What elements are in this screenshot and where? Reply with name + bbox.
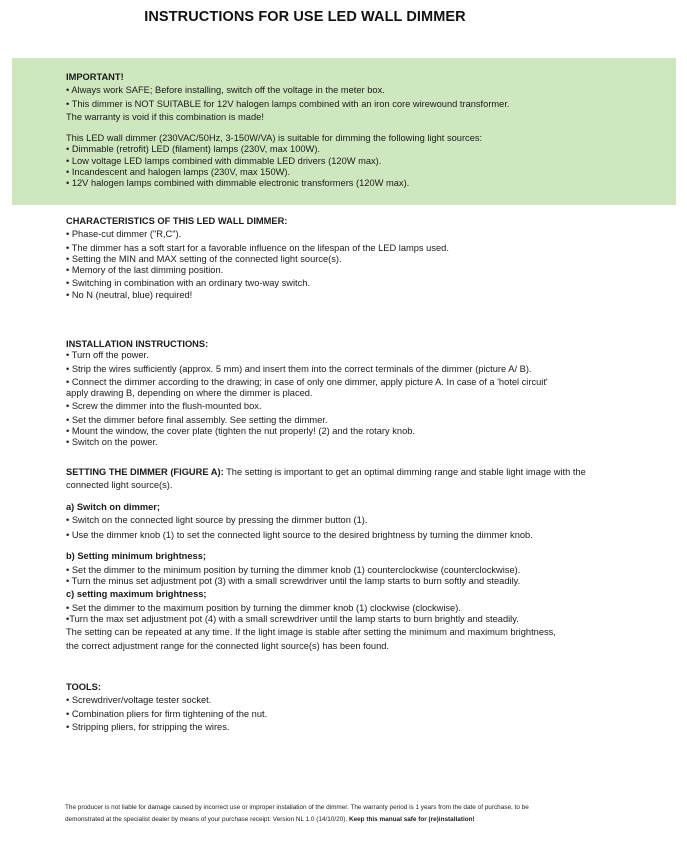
suitable-intro: This LED wall dimmer (230VAC/50Hz, 3-150W/VA) is suitable for dimming the following light sources: xyxy=(66,133,483,144)
characteristics-item: • Phase-cut dimmer ("R,C"). xyxy=(66,229,182,240)
suitable-item: • Dimmable (retrofit) LED (filament) lamps (230V, max 100W). xyxy=(66,144,320,155)
setting-heading: SETTING THE DIMMER (FIGURE A): xyxy=(66,467,224,477)
characteristics-item: • Memory of the last dimming position. xyxy=(66,265,224,276)
installation-item: • Set the dimmer before final assembly. See setting the dimmer. xyxy=(66,414,328,425)
switch-on-item: • Switch on the connected light source by pressing the dimmer button (1). xyxy=(66,514,368,525)
characteristics-section xyxy=(66,216,626,301)
footer-line xyxy=(65,814,625,826)
installation-section xyxy=(66,339,626,449)
setting-intro-line2: connected light source(s). xyxy=(66,480,173,491)
min-brightness-item: • Set the dimmer to the minimum position by turning the dimmer knob (1) counterclockwise (counterclockwise). xyxy=(66,564,521,575)
setting-section xyxy=(66,467,626,652)
important-line: • This dimmer is NOT SUITABLE for 12V halogen lamps combined with an iron core wirewound transformer. xyxy=(66,98,510,109)
setting-note: The setting can be repeated at any time. If the light image is stable after setting the minimum and maximum brightness, xyxy=(66,627,556,638)
warranty-void-line: The warranty is void if this combination is made! xyxy=(66,111,264,122)
important-heading: IMPORTANT! xyxy=(66,72,124,82)
installation-item: • Strip the wires sufficiently (approx. 5 mm) and insert them into the correct terminals of the dimmer (picture A/ B). xyxy=(66,363,532,374)
tools-item: • Screwdriver/voltage tester socket. xyxy=(66,695,212,706)
installation-item: apply drawing B, depending on where the dimmer is placed. xyxy=(66,388,313,399)
characteristics-item: • Switching in combination with an ordinary two-way switch. xyxy=(66,278,311,289)
installation-heading: INSTALLATION INSTRUCTIONS: xyxy=(66,339,209,349)
setting-intro xyxy=(66,467,626,478)
min-brightness-item: • Turn the minus set adjustment pot (3) with a small screwdriver until the lamp starts to burn softly and steadily. xyxy=(66,576,521,587)
installation-item: • Switch on the power. xyxy=(66,437,158,448)
setting-intro-text: The setting is important to get an optimal dimming range and stable light image with the xyxy=(223,467,586,477)
characteristics-item: • Setting the MIN and MAX setting of the connected light source(s). xyxy=(66,253,342,264)
important-section xyxy=(66,72,626,190)
tools-item: • Stripping pliers, for stripping the wires. xyxy=(66,721,230,732)
characteristics-item: • No N (neutral, blue) required! xyxy=(66,289,193,300)
max-brightness-heading: c) setting maximum brightness; xyxy=(66,589,207,600)
footer-line: The producer is not liable for damage caused by incorrect use or improper installation of the dimmer. The warranty period is 1 years from the date of purchase, to be xyxy=(65,804,529,811)
tools-heading: TOOLS: xyxy=(66,682,101,692)
suitable-item: • 12V halogen lamps combined with dimmable electronic transformers (120W max). xyxy=(66,178,410,189)
installation-item: • Screw the dimmer into the flush-mounted box. xyxy=(66,401,262,412)
setting-note: the correct adjustment range for the connected light source(s) has been found. xyxy=(66,640,389,651)
tools-section xyxy=(66,682,626,733)
max-brightness-item: •Turn the max set adjustment pot (4) with a small screwdriver until the lamp starts to burn brightly and steadily. xyxy=(66,613,519,624)
switch-on-item: • Use the dimmer knob (1) to set the connected light source to the desired brightness by turning the dimmer knob. xyxy=(66,530,533,541)
characteristics-item: • The dimmer has a soft start for a favorable influence on the lifespan of the LED lamps used. xyxy=(66,242,449,253)
installation-item: • Connect the dimmer according to the drawing; in case of only one dimmer, apply picture A. In case of a 'hotel circuit' xyxy=(66,376,548,387)
important-line: • Always work SAFE; Before installing, switch off the voltage in the meter box. xyxy=(66,85,385,96)
footer-keep-safe: Keep this manual safe for (re)installation! xyxy=(348,815,475,823)
tools-item: • Combination pliers for firm tightening of the nut. xyxy=(66,708,268,719)
document-title: INSTRUCTIONS FOR USE LED WALL DIMMER xyxy=(144,9,466,25)
suitable-item: • Low voltage LED lamps combined with dimmable LED drivers (120W max). xyxy=(66,155,382,166)
installation-item: • Mount the window, the cover plate (tighten the nut properly! (2) and the rotary knob. xyxy=(66,426,415,437)
installation-item: • Turn off the power. xyxy=(66,350,149,361)
max-brightness-item: • Set the dimmer to the maximum position by turning the dimmer knob (1) clockwise (clockwise). xyxy=(66,602,461,613)
footer-disclaimer xyxy=(65,802,625,825)
suitable-item: • Incandescent and halogen lamps (230V, max 150W). xyxy=(66,167,291,178)
characteristics-heading: CHARACTERISTICS OF THIS LED WALL DIMMER: xyxy=(66,216,288,226)
footer-text: demonstrated at the specialist dealer by means of your purchase receipt. Version NL 1.0 (14/10/20). xyxy=(65,815,349,823)
switch-on-heading: a) Switch on dimmer; xyxy=(66,501,161,512)
min-brightness-heading: b) Setting minimum brightness; xyxy=(66,551,206,562)
